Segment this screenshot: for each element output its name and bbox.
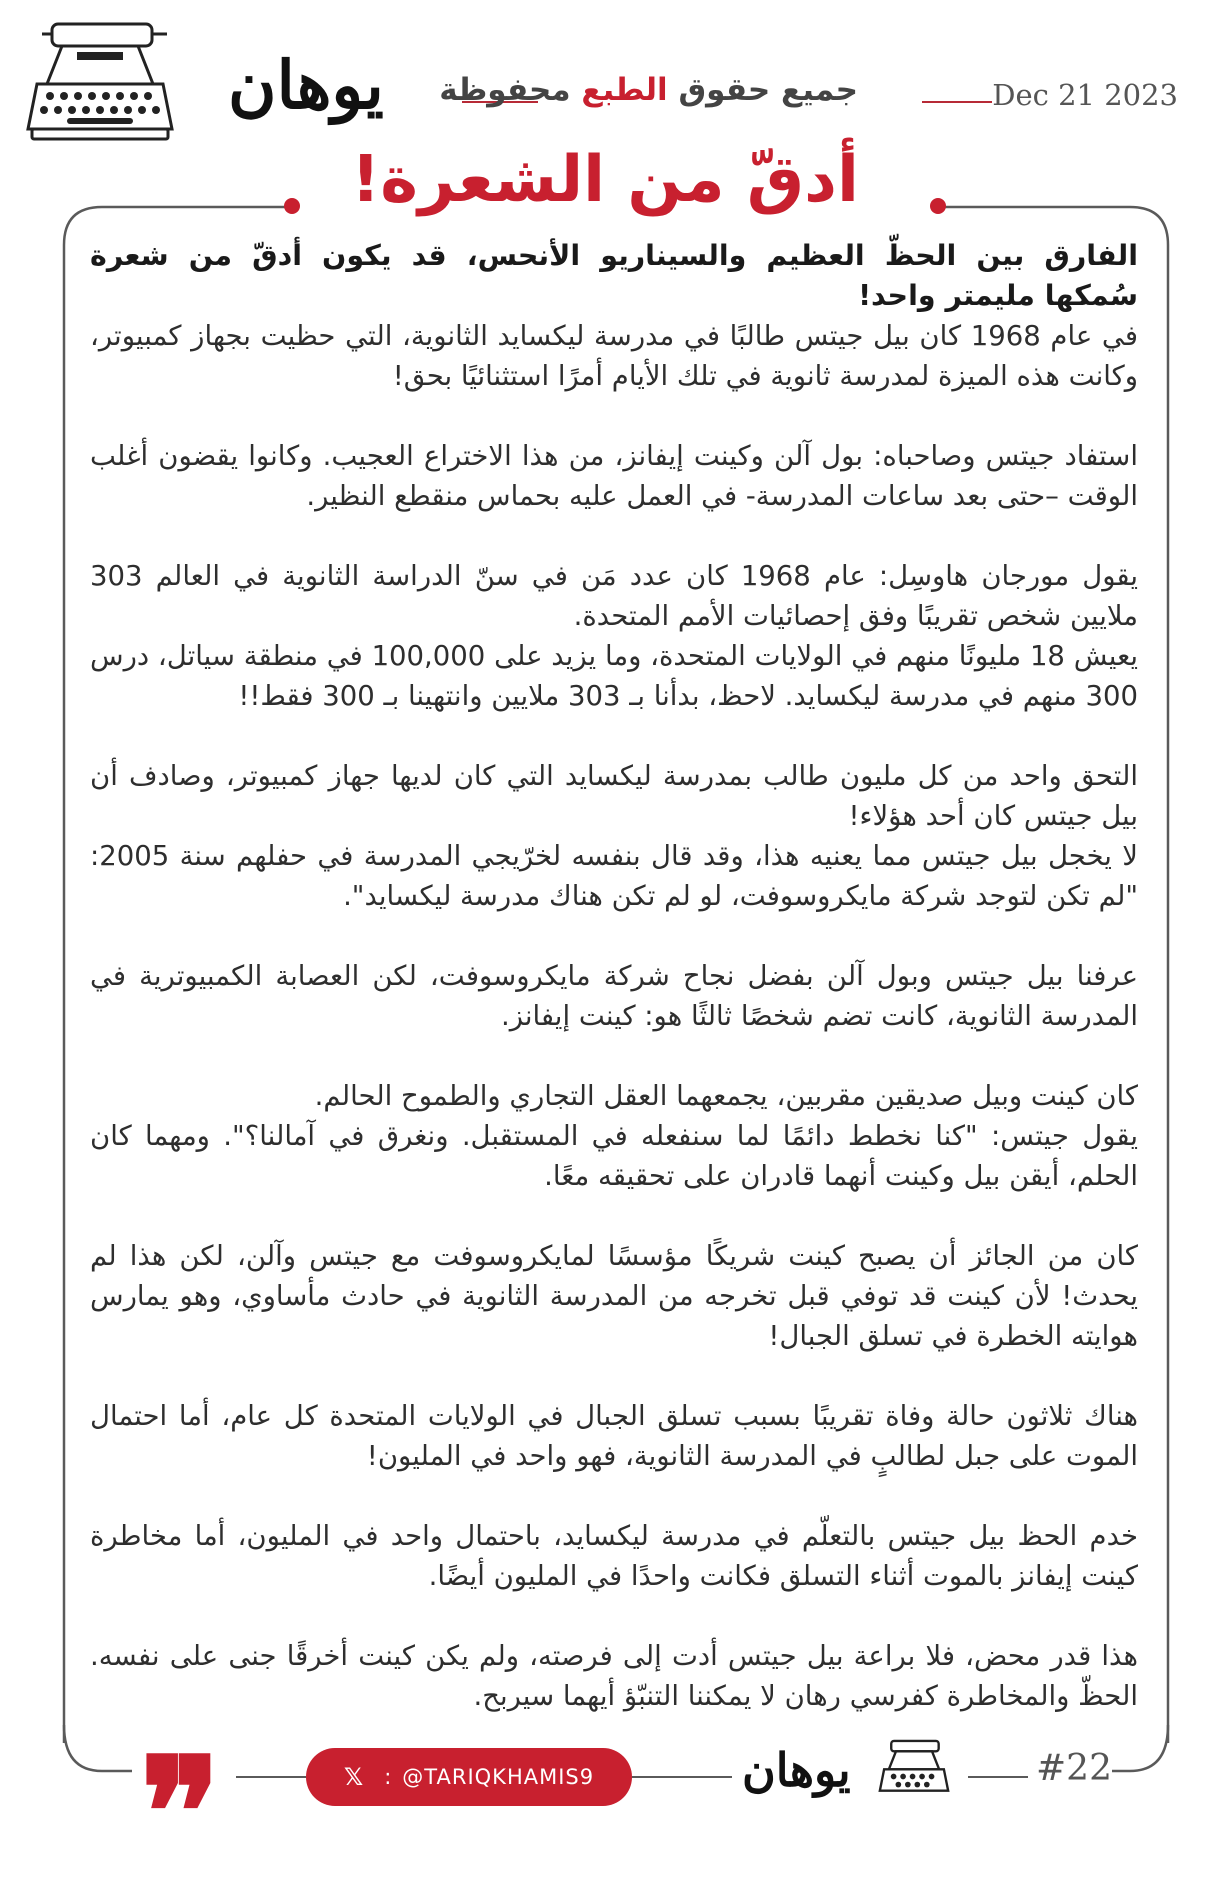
paragraph: يعيش 18 مليونًا منهم في الولايات المتحدة، وما يزيد على 100,000 في منطقة سياتل، درس 300 منهم في مدرسة ليكسايد. لاحظ، بدأنا بـ 303 ملايين وانتهينا بـ 300 فقط!! <box>90 640 1138 712</box>
paragraph: هذا قدر محض، فلا براعة بيل جيتس أدت إلى فرصته، ولم يكن كينت أخرقًا جنى على نفسه. الحظّ والمخاطرة كفرسي رهان لا يمكننا التنبّؤ أيهما سيربح. <box>90 1640 1138 1712</box>
x-logo-icon: 𝕏 <box>343 1763 365 1791</box>
paragraph-gap <box>90 1476 1138 1516</box>
paragraph-gap <box>90 1036 1138 1076</box>
header-divider-right <box>922 101 992 103</box>
publish-date: Dec 21 2023 <box>992 78 1178 112</box>
paragraph: التحق واحد من كل مليون طالب بمدرسة ليكسايد التي كان لديها جهاز كمبيوتر، وصادف أن بيل جيتس كان أحد هؤلاء! <box>90 760 1138 832</box>
footer-divider <box>632 1776 732 1778</box>
typewriter-icon <box>22 14 178 144</box>
paragraph-gap <box>90 1196 1138 1236</box>
paragraph-gap <box>90 516 1138 556</box>
brand-logo: يوهان <box>228 46 384 124</box>
paragraph: لا يخجل بيل جيتس مما يعنيه هذا، وقد قال بنفسه لخرّيجي المدرسة في حفلهم سنة 2005: "لم تكن لتوجد شركة مايكروسوفت، لو لم تكن هناك مدرسة ليكسايد". <box>90 840 1138 912</box>
paragraph: يقول مورجان هاوسِل: عام 1968 كان عدد مَن في سنّ الدراسة الثانوية في العالم 303 ملايين شخص تقريبًا وفق إحصائيات الأمم المتحدة. <box>90 560 1138 632</box>
copyright-notice: جميع حقوق الطبع محفوظة <box>439 72 858 108</box>
article-lead: الفارق بين الحظّ العظيم والسيناريو الأنحس، قد يكون أدقّ من شعرة سُمكها مليمتر واحد! <box>90 239 1138 312</box>
frame-dot-left <box>284 198 300 214</box>
paragraph-gap <box>90 396 1138 436</box>
paragraph: كان كينت وبيل صديقين مقربين، يجمعهما العقل التجاري والطموح الحالم. <box>314 1080 1138 1112</box>
footer-divider <box>968 1776 1028 1778</box>
article-body <box>90 236 1138 1716</box>
frame-dot-right <box>930 198 946 214</box>
quote-icon: ❞ <box>140 1725 221 1901</box>
copyright-accent: الطبع <box>581 72 668 108</box>
paragraph: يقول جيتس: "كنا نخطط دائمًا لما سنفعله في المستقبل. ونغرق في آمالنا؟". ومهما كان الحلم، أيقن بيل وكينت أنهما قادران على تحقيقه معًا. <box>90 1120 1138 1192</box>
paragraph: في عام 1968 كان بيل جيتس طالبًا في مدرسة ليكسايد الثانوية، التي حظيت بجهاز كمبيوتر، وكانت هذه الميزة لمدرسة ثانوية في تلك الأيام أمرًا استثنائيًا بحق! <box>90 320 1138 392</box>
paragraph-gap <box>90 1356 1138 1396</box>
paragraph: هناك ثلاثون حالة وفاة تقريبًا بسبب تسلق الجبال في الولايات المتحدة كل عام، أما احتمال الموت على جبل لطالبٍ في المدرسة الثانوية، فهو واحد في المليون! <box>90 1400 1138 1472</box>
brand-logo-footer: يوهان <box>742 1743 851 1797</box>
typewriter-icon <box>877 1736 951 1798</box>
paragraph-gap <box>90 1596 1138 1636</box>
twitter-handle-badge[interactable] <box>306 1748 632 1806</box>
paragraph: كان من الجائز أن يصبح كينت شريكًا مؤسسًا لمايكروسوفت مع جيتس وآلن، لكن هذا لم يحدث! لأن كينت قد توفي قبل تخرجه من المدرسة الثانوية في حادث مأساوي، وهو يمارس هوايته الخطرة في تسلق الجبال! <box>90 1240 1138 1352</box>
issue-number: #22 <box>1036 1748 1112 1789</box>
handle-separator: : <box>384 1765 393 1789</box>
paragraph: استفاد جيتس وصاحباه: بول آلن وكينت إيفانز، من هذا الاختراع العجيب. وكانوا يقضون أغلب الوقت –حتى بعد ساعات المدرسة- في العمل عليه بحماس منقطع النظير. <box>90 440 1138 512</box>
twitter-handle: @TARIQKHAMIS9 <box>402 1765 595 1789</box>
footer-divider <box>136 1776 138 1778</box>
article-title: أدقّ من الشعرة! <box>351 143 859 217</box>
footer-divider <box>236 1776 306 1778</box>
paragraph: خدم الحظ بيل جيتس بالتعلّم في مدرسة ليكسايد، باحتمال واحد في المليون، أما مخاطرة كينت إيفانز بالموت أثناء التسلق فكانت واحدًا في المليون أيضًا. <box>90 1520 1138 1592</box>
paragraph-gap <box>90 916 1138 956</box>
paragraph-gap <box>90 716 1138 756</box>
paragraph: عرفنا بيل جيتس وبول آلن بفضل نجاح شركة مايكروسوفت، لكن العصابة الكمبيوترية في المدرسة الثانوية، كانت تضم شخصًا ثالثًا هو: كينت إيفانز. <box>90 960 1138 1032</box>
page-header <box>0 0 1210 150</box>
